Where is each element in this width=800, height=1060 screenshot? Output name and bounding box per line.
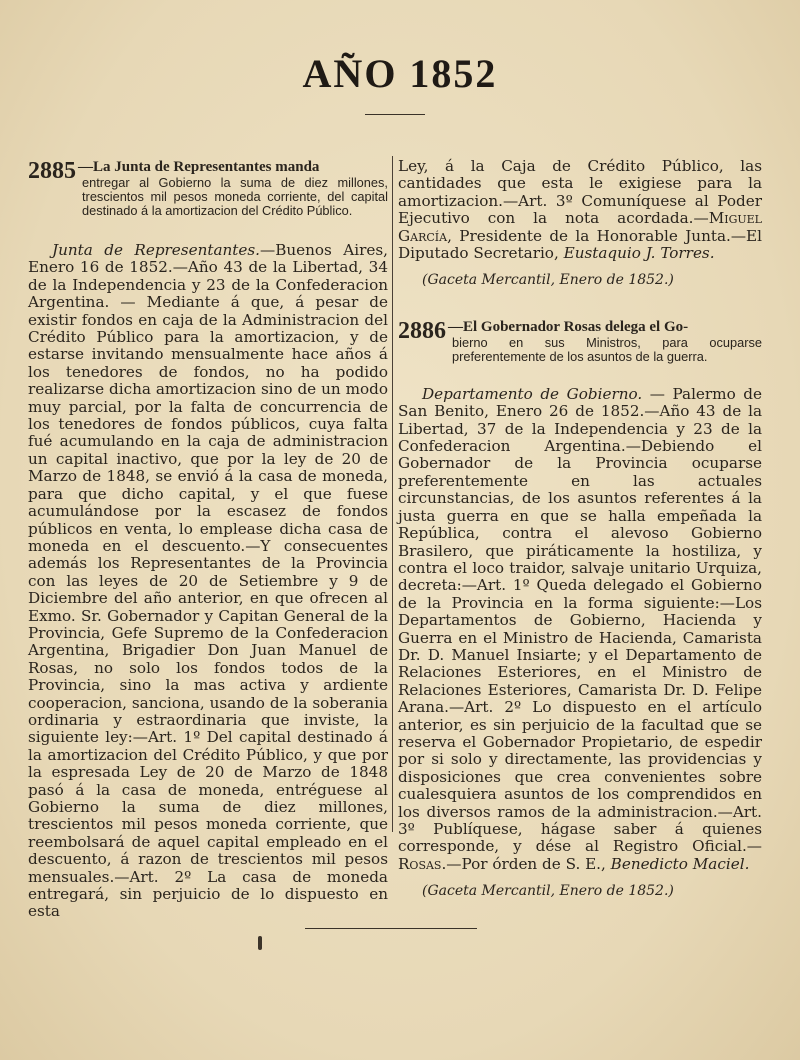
- title-rule: [365, 114, 425, 115]
- entry-number: 2885: [28, 158, 76, 184]
- entry-body-2: [398, 386, 762, 873]
- entry-text-2: — Palermo de San Benito, Enero 26 de 1852.—Año 43 de la Libertad, 37 de la Independencia y 23 de la Confederacion Argentina.—Debiendo el Gobernador de la Provincia ocuparse preferentemente en las actuales circunstancias, de los asuntos referentes á la justa guerra en que se halla empeñada la República, contra el alevoso Gobierno Brasilero, que piráticamente la hostiliza, y contra el loco traidor, salvaje unitario Urquiza, decreta:—Art. 1º Queda delegado el Gobierno de la Provincia en la forma siguiente:—Los Departamentos de Gobierno, Hacienda y Guerra en el Ministro de Hacienda, Camarista Dr. D. Manuel Insiarte; y el Departamento de Relaciones Esteriores, en el Ministro de Relaciones Esteriores, Camarista Dr. D. Felipe Arana.—Art. 2º Lo dispuesto en el artículo anterior, es sin perjuicio de la facultad que se reserva el Gobernador Propietario, de espedir por si solo y directamente, las providencias y disposiciones que crea convenientes sobre cualesquiera asuntos de los comprendidos en los diversos ramos de la administracion.—Art. 3º Publíquese, hágase saber á quienes corresponde, y dése al Registro Oficial.—: [398, 384, 762, 856]
- entry-lead: Junta de Representantes.: [52, 241, 261, 259]
- entry-summary-2: bierno en sus Ministros, para ocuparse preferentemente de los asuntos de la guerra.: [452, 334, 762, 364]
- continuation-text: Ley, á la Caja de Crédito Público, las cantidades que esta le exigiese para la amortizacion.—Art. 3º Comuníquese al Poder Ejecutivo con la nota acordada.—: [398, 157, 762, 228]
- entry-title-2: —El Gobernador Rosas delega el Go-: [448, 318, 689, 335]
- entry-title: —La Junta de Representantes manda: [78, 159, 320, 175]
- column-divider: [392, 156, 393, 832]
- signature-secretary: Eustaquio J. Torres.: [563, 244, 715, 263]
- entry-number-2: 2886: [398, 317, 446, 344]
- ink-smudge: [258, 936, 262, 950]
- entry-text: —Buenos Aires, Enero 16 de 1852.—Año 43 de la Libertad, 34 de la Independencia y 23 de la Confederacion Argentina. — Mediante á que, á pesar de existir fondos en caja de la Administracion del Crédito Público para la amortizacion, y de estarse invitando mensualmente hace años á los tenedores de fondos, no ha podido realizarse dicha amortizacion sino de un modo muy parcial, por la falta de concurrencia de los tenedores de fondos públicos, cuya falta fué acumulando en la caja de administracion un capital inactivo, que por la ley de 20 de Marzo de 1848, se envió á la casa de moneda, para que dicho capital, y el que fuese acumulándose por la escasez de fondos públicos en venta, lo emplease dicha casa de moneda en el descuento.—Y consecuentes además los Representantes de la Provincia con las leyes de 20 de Setiembre y 9 de Diciembre del año anterior, en que ofrecen al Exmo. Sr. Gobernador y Capitan General de la Provincia, Gefe Supremo de la Confederacion Argentina, Brigadier Don Juan Manuel de Rosas, no solo los fondos todos de la Provincia, sino la mas activa y ardiente cooperacion, sanciona, usando de la soberania ordinaria y estraordinaria que inviste, la siguiente ley:—Art. 1º Del capital destinado á la amortizacion del Crédito Público, y que por la espresada Ley de 20 de Marzo de 1848 pasó á la casa de moneda, entréguese al Gobierno la suma de diez millones, trescientos mil pesos moneda corriente, que reembolsará de aquel capital empleado en el descuento, á razon de trescientos mil pesos mensuales.—Art. 2º La casa de moneda entregará, sin perjuicio de lo dispuesto en esta: [28, 241, 388, 921]
- entry-heading-2885: [28, 158, 388, 218]
- left-column: [28, 158, 388, 921]
- bottom-rule: [305, 928, 477, 929]
- continuation-paragraph: [398, 158, 762, 262]
- entry-lead-2: Departamento de Gobierno.: [422, 384, 643, 403]
- entry-summary: entregar al Gobierno la suma de diez millones, trescientos mil pesos moneda corriente, del capital destinado á la amortizacion del Crédito Público.: [82, 175, 388, 218]
- source-citation-1: (Gaceta Mercantil, Enero de 1852.): [422, 272, 674, 289]
- signature-rosas: Rosas: [398, 854, 442, 873]
- entry-body: [28, 242, 388, 921]
- source-citation-2: (Gaceta Mercantil, Enero de 1852.): [422, 883, 674, 900]
- signature-role: , Presidente de la Honorable Junta.—El Diputado Secretario,: [398, 226, 762, 263]
- entry-heading-2886: [398, 318, 762, 364]
- signature-maciel: Benedicto Maciel.: [610, 854, 750, 873]
- closing-text: .—Por órden de S. E.,: [441, 854, 611, 873]
- signature-president: Miguel García: [398, 209, 762, 245]
- page-title: AÑO 1852: [302, 51, 498, 96]
- right-column: [398, 158, 762, 901]
